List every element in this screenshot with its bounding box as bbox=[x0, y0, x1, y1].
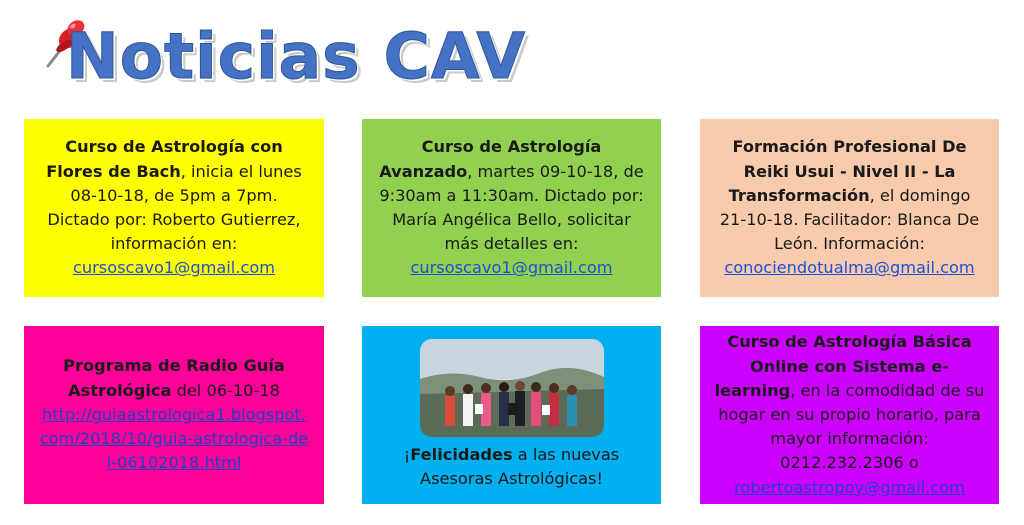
email-link[interactable]: conociendotualma@gmail.com bbox=[724, 258, 975, 278]
blog-link[interactable]: http://guiaastrologica1.blogspot.com/2018/10/guia-astrologica-del-06102018.html bbox=[39, 404, 309, 473]
card-body: , martes 09-10-18, de 9:30am a 11:30am. Dictado por: María Angélica Bello, solicitar más detalles en: bbox=[379, 161, 644, 254]
card-body: del 06-10-18 bbox=[171, 380, 280, 400]
news-card-bach bbox=[24, 119, 324, 297]
email-link[interactable]: cursoscavo1@gmail.com bbox=[410, 258, 613, 278]
phone-number: 0212.232.2306 o bbox=[780, 453, 919, 473]
card-body: , el domingo 21-10-18. Facilitador: Blanca De León. Información: bbox=[719, 185, 980, 254]
card-heading: Curso de Astrología Básica Online con Sistema e-learning bbox=[714, 332, 972, 400]
group-photo bbox=[420, 339, 604, 437]
card-body: a las nuevas Asesoras Astrológicas! bbox=[420, 444, 620, 488]
card-text bbox=[714, 135, 985, 256]
email-link[interactable]: robertoastropoy@gmail.com bbox=[734, 477, 965, 497]
news-card-avanzado bbox=[362, 119, 661, 297]
news-card-felicidades bbox=[362, 326, 661, 504]
card-heading: Programa de Radio Guía Astrológica bbox=[63, 356, 285, 400]
card-text bbox=[714, 330, 985, 451]
page-title: Noticias CAV bbox=[66, 20, 527, 93]
news-card-reiki bbox=[700, 119, 999, 297]
card-heading: Formación Profesional De Reiki Usui - Nivel II - La Transformación bbox=[728, 137, 967, 205]
card-text bbox=[376, 135, 647, 256]
news-card-elearning bbox=[700, 326, 999, 504]
email-link[interactable]: cursoscavo1@gmail.com bbox=[72, 258, 276, 278]
card-prefix: ¡ bbox=[403, 444, 411, 464]
card-heading: Felicidades bbox=[410, 444, 513, 464]
card-text bbox=[38, 354, 310, 402]
header bbox=[38, 14, 527, 104]
card-body: , inicia el lunes 08-10-18, de 5pm a 7pm. Dictado por: Roberto Gutierrez, información en: bbox=[47, 161, 302, 254]
news-card-radio bbox=[24, 326, 324, 504]
card-text bbox=[38, 135, 310, 256]
card-text bbox=[376, 443, 647, 491]
card-heading: Curso de Astrología Avanzado bbox=[379, 137, 602, 181]
card-body: , en la comodidad de su hogar en su propio horario, para mayor información: bbox=[718, 380, 985, 449]
card-heading: Curso de Astrología con Flores de Bach bbox=[46, 137, 283, 181]
